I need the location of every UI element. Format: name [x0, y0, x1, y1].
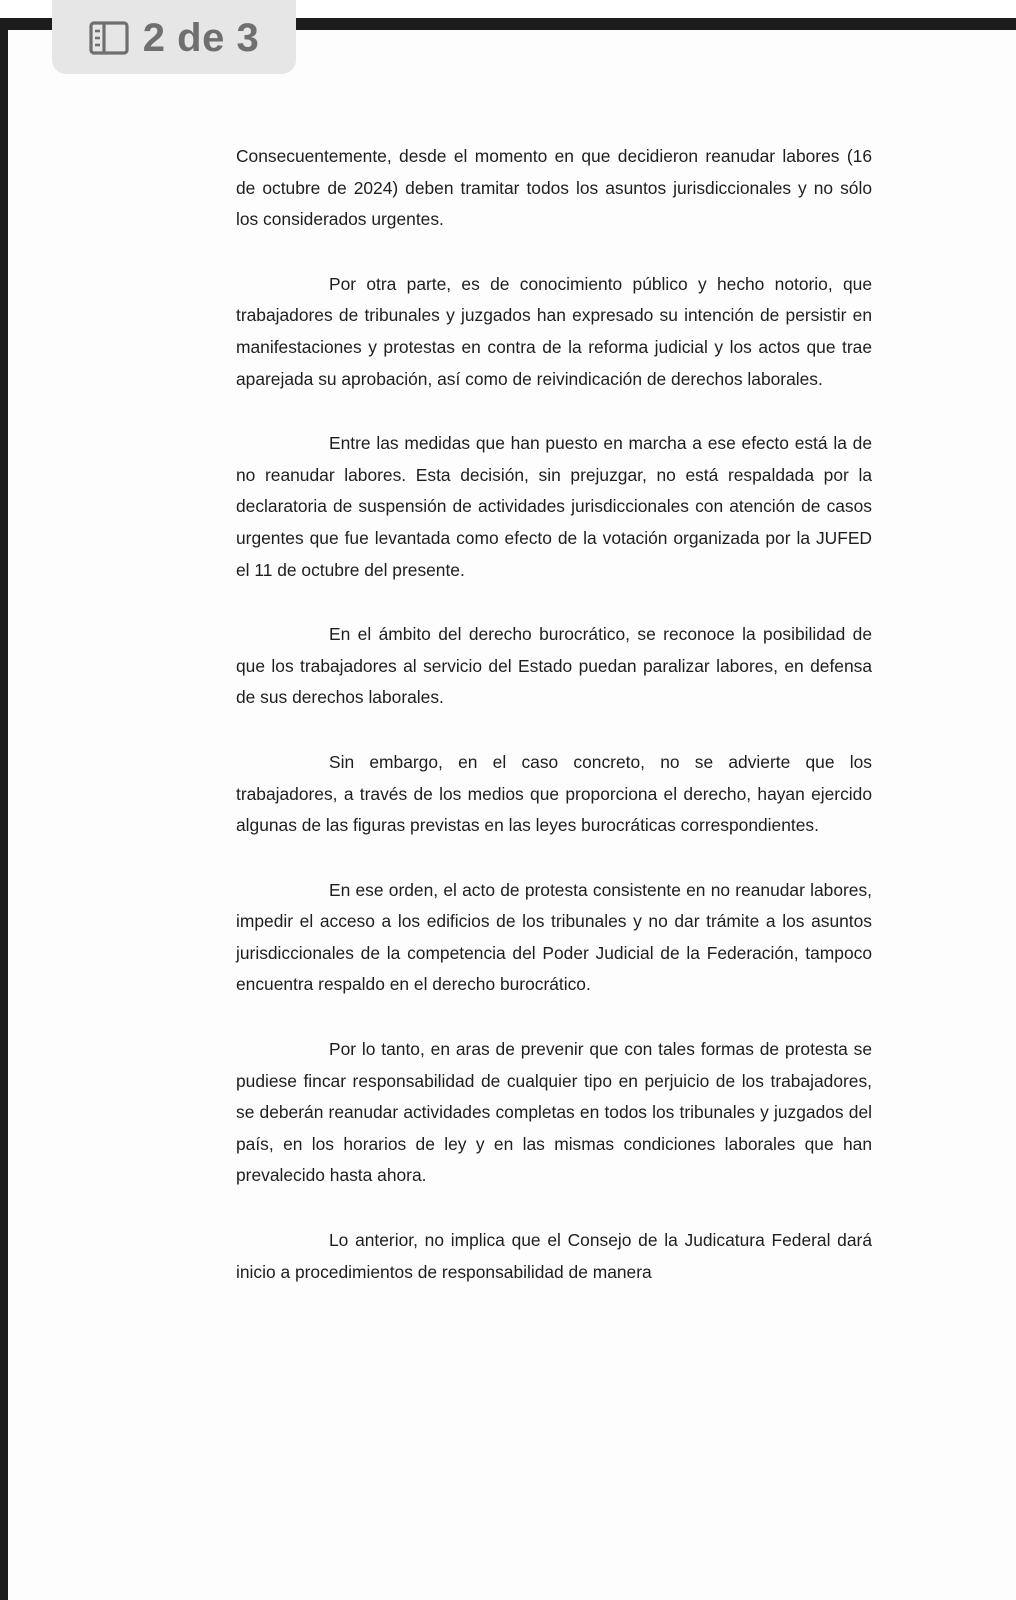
- paragraph-2: Por otra parte, es de conocimiento público y hecho notorio, que trabajadores de tribunales y juzgados han expresado su intención de persistir en manifestaciones y protestas en contra de la reforma judicial y los actos que trae aparejada su aprobación, así como de reivindicación de derechos laborales.: [236, 273, 872, 389]
- paragraph-8: Lo anterior, no implica que el Consejo de la Judicatura Federal dará inicio a procedimientos de responsabilidad de manera: [236, 1230, 872, 1282]
- paragraph-6: En ese orden, el acto de protesta consistente en no reanudar labores, impedir el acceso a los edificios de los tribunales y no dar trámite a los asuntos jurisdiccionales de la competencia del Poder Judicial de la Federación, tampoco encuentra respaldo en el derecho burocrático.: [236, 879, 872, 995]
- paragraph-3: Entre las medidas que han puesto en marcha a ese efecto está la de no reanudar labores. Esta decisión, sin prejuzgar, no está respaldada por la declaratoria de suspensión de actividades jurisdiccionales con atención de casos urgentes que fue levantada como efecto de la votación organizada por la JUFED el 11 de octubre del presente.: [236, 433, 872, 580]
- paragraph-5: Sin embargo, en el caso concreto, no se advierte que los trabajadores, a través de los medios que proporciona el derecho, hayan ejercido algunas de las figuras previstas en las leyes burocráticas correspondientes.: [236, 751, 872, 836]
- page-edge-left: [0, 18, 8, 1600]
- paragraph-1: Consecuentemente, desde el momento en que decidieron reanudar labores (16 de octubre de 2024) deben tramitar todos los asuntos jurisdiccionales y no sólo los considerados urgentes.: [236, 146, 872, 230]
- page-indicator-badge[interactable]: [52, 0, 296, 74]
- paragraph-4: En el ámbito del derecho burocrático, se reconoce la posibilidad de que los trabajadores al servicio del Estado puedan paralizar labores, en defensa de sus derechos laborales.: [236, 624, 872, 708]
- paragraph-7: Por lo tanto, en aras de prevenir que con tales formas de protesta se pudiese fincar responsabilidad de cualquier tipo en perjuicio de los trabajadores, se deberán reanudar actividades completas en todos los tribunales y juzgados del país, en los horarios de ley y en las mismas condiciones laborales que han prevalecido hasta ahora.: [236, 1039, 872, 1186]
- document-body: [236, 141, 872, 1321]
- page-list-icon: [89, 21, 129, 55]
- page-indicator-text: 2 de 3: [142, 15, 260, 60]
